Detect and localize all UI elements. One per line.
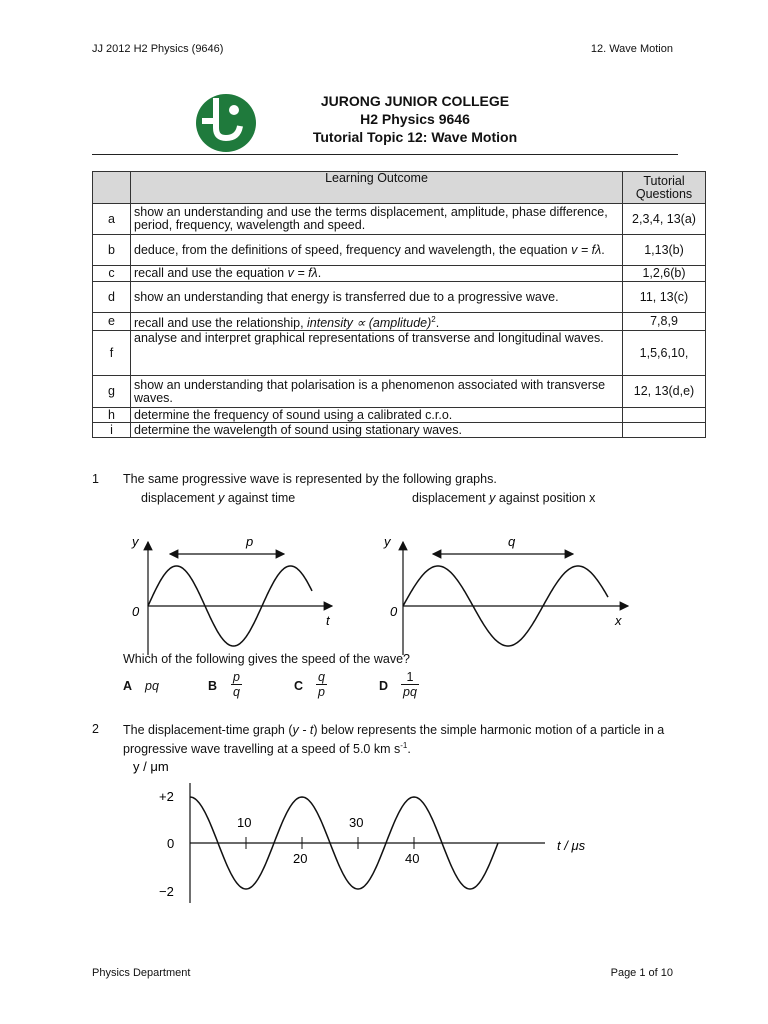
row-outcome <box>131 235 623 266</box>
row-outcome-text: recall and use the relationship, <box>134 316 308 331</box>
option-b-letter: B <box>208 679 218 693</box>
row-outcome-end: . <box>317 266 322 280</box>
table-row <box>93 235 706 266</box>
table-row <box>93 331 706 376</box>
row-outcome: determine the frequency of sound using a calibrated c.r.o. <box>131 408 623 423</box>
option-a-value: pq <box>145 679 159 693</box>
caption-var: y <box>218 491 225 505</box>
table-row <box>93 266 706 282</box>
row-outcome: determine the wavelength of sound using stationary waves. <box>131 423 623 438</box>
option-d-fraction <box>401 670 419 699</box>
q2-x-tick-40: 40 <box>405 851 420 866</box>
q2-stem-sup: -1 <box>400 741 408 750</box>
college-logo-icon <box>194 92 258 154</box>
footer-right: Page 1 of 10 <box>610 967 673 979</box>
q2-stem <box>123 722 683 757</box>
title-rule <box>92 154 678 155</box>
footer-left: Physics Department <box>92 967 191 979</box>
caption-text: against time <box>224 491 296 505</box>
title-topic: Tutorial Topic 12: Wave Motion <box>312 129 518 145</box>
caption-text: displacement <box>412 491 490 505</box>
g2-y-label: y <box>384 534 391 549</box>
q2-y-tick-top: +2 <box>159 789 174 804</box>
row-superscript: 2 <box>431 315 436 324</box>
row-questions: 12, 13(d,e) <box>623 376 706 408</box>
q1-graph-displacement-position <box>378 530 638 660</box>
header-left: JJ 2012 H2 Physics (9646) <box>92 43 224 55</box>
row-questions <box>623 408 706 423</box>
option-c-fraction <box>316 670 327 699</box>
q2-stem-var: y - t <box>292 723 314 737</box>
q2-number: 2 <box>92 722 99 736</box>
g1-t-label: t <box>326 613 330 628</box>
table-header-questions: Tutorial Questions <box>623 172 706 204</box>
q1-graph2-caption <box>412 490 622 506</box>
option-a-letter: A <box>123 679 133 693</box>
g2-x-label: x <box>615 613 622 628</box>
row-outcome: show an understanding that polarisation is a phenomenon associated with transverse waves. <box>131 376 623 408</box>
row-key: a <box>93 204 131 235</box>
q2-stem-text: ) below represents the simple harmonic motion of a particle in a progressive wave travelling at a speed of 5.0 km s <box>123 723 665 757</box>
row-questions: 1,2,6(b) <box>623 266 706 282</box>
row-equation: intensity ∝ (amplitude) <box>307 316 432 331</box>
g2-origin: 0 <box>390 604 398 619</box>
fraction-numerator: 1 <box>401 670 419 685</box>
q2-graph-displacement-time <box>125 755 605 905</box>
row-questions: 1,13(b) <box>623 235 706 266</box>
q1-options <box>123 670 453 706</box>
title-college: JURONG JUNIOR COLLEGE <box>320 93 510 109</box>
fraction-numerator: q <box>318 670 325 684</box>
q2-x-label: t / μs <box>557 838 586 853</box>
table-row <box>93 313 706 331</box>
g1-p-label: p <box>246 534 254 549</box>
q2-x-tick-20: 20 <box>293 851 308 866</box>
title-subject: H2 Physics 9646 <box>360 111 470 127</box>
header-right: 12. Wave Motion <box>590 43 673 55</box>
row-outcome: analyse and interpret graphical representations of transverse and longitudinal waves. <box>131 331 623 376</box>
row-key: b <box>93 235 131 266</box>
row-outcome <box>131 266 623 282</box>
row-outcome-end: . <box>601 242 605 257</box>
row-equation: v = fλ <box>287 266 318 280</box>
table-header-row <box>93 172 706 204</box>
q2-y-tick-bottom: −2 <box>159 884 174 899</box>
q1-graph-displacement-time <box>120 530 350 660</box>
q1-question: Which of the following gives the speed of the wave? <box>123 652 410 666</box>
row-equation: v = fλ <box>571 242 602 257</box>
row-questions: 1,5,6,10, <box>623 331 706 376</box>
fraction-denominator: p <box>318 685 325 699</box>
g1-origin: 0 <box>132 604 140 619</box>
option-c-letter: C <box>294 679 304 693</box>
row-outcome: show an understanding and use the terms displacement, amplitude, phase difference, period, frequency, wavelength and speed. <box>131 204 623 235</box>
table-row <box>93 204 706 235</box>
g2-q-label: q <box>508 534 516 549</box>
caption-var: y <box>489 491 496 505</box>
row-key: f <box>93 331 131 376</box>
q2-stem-end: . <box>407 742 411 757</box>
option-b-fraction <box>231 670 242 699</box>
row-key: e <box>93 313 131 331</box>
table-row <box>93 376 706 408</box>
fraction-denominator: pq <box>403 685 417 699</box>
q2-stem-text: The displacement-time graph ( <box>123 723 293 737</box>
row-outcome <box>131 313 623 331</box>
row-questions: 11, 13(c) <box>623 282 706 313</box>
row-questions <box>623 423 706 438</box>
g1-y-label: y <box>132 534 139 549</box>
q2-y-tick-zero: 0 <box>167 836 175 851</box>
row-key: d <box>93 282 131 313</box>
q1-stem: The same progressive wave is represented by the following graphs. <box>123 472 497 486</box>
row-outcome: show an understanding that energy is transferred due to a progressive wave. <box>131 282 623 313</box>
fraction-denominator: q <box>233 685 240 699</box>
row-outcome-text: deduce, from the definitions of speed, frequency and wavelength, the equation <box>134 242 572 257</box>
table-header-outcome: Learning Outcome <box>131 172 623 204</box>
q2-x-tick-10: 10 <box>237 815 252 830</box>
logo-bar <box>202 118 214 124</box>
learning-outcome-table <box>92 171 706 438</box>
caption-text: against position x <box>495 491 596 505</box>
option-d-letter: D <box>379 679 389 693</box>
row-questions: 2,3,4, 13(a) <box>623 204 706 235</box>
row-outcome-end: . <box>435 316 440 331</box>
table-row <box>93 282 706 313</box>
q1-number: 1 <box>92 472 99 486</box>
row-key: c <box>93 266 131 282</box>
q2-x-tick-30: 30 <box>349 815 364 830</box>
table-header-blank <box>93 172 131 204</box>
q2-y-label: y / μm <box>133 759 169 774</box>
table-row <box>93 408 706 423</box>
row-outcome-text: recall and use the equation <box>134 266 288 280</box>
caption-text: displacement <box>141 491 219 505</box>
q1-graph1-caption <box>141 490 311 506</box>
row-key: i <box>93 423 131 438</box>
logo-dot <box>229 105 239 115</box>
document-title <box>250 92 580 146</box>
row-questions: 7,8,9 <box>623 313 706 331</box>
table-row <box>93 423 706 438</box>
fraction-numerator: p <box>233 670 240 684</box>
row-key: g <box>93 376 131 408</box>
row-key: h <box>93 408 131 423</box>
